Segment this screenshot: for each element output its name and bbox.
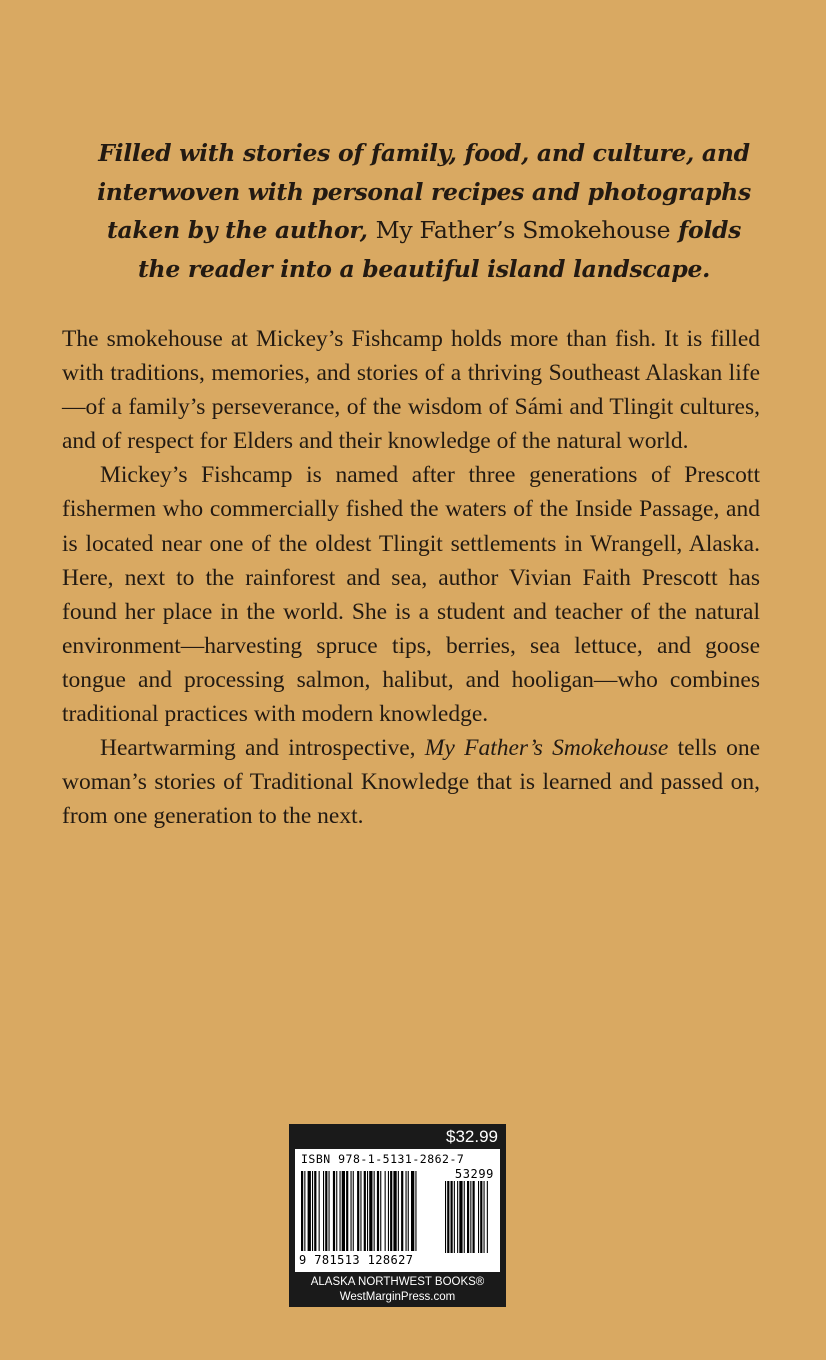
barcode-bar <box>323 1171 324 1251</box>
barcode-bar <box>390 1171 392 1251</box>
addon-barcode-bar <box>478 1181 479 1253</box>
barcode-bar <box>380 1171 381 1251</box>
barcode-bar <box>398 1171 399 1251</box>
addon-barcode-bar <box>480 1181 482 1253</box>
tagline-italic-2: folds the reader into a beautiful island landscape. <box>137 216 742 283</box>
barcode-bar <box>360 1171 361 1251</box>
barcode-bar <box>301 1171 303 1251</box>
publisher-name: ALASKA NORTHWEST BOOKS® <box>310 1276 485 1288</box>
barcode-bar <box>325 1171 327 1251</box>
barcode-bars <box>299 1171 496 1253</box>
barcode-bar <box>411 1171 414 1251</box>
barcode-bar <box>319 1171 320 1251</box>
barcode-bar <box>346 1171 348 1251</box>
paragraph-3-start: Heartwarming and introspective, <box>100 735 416 762</box>
barcode-bar <box>308 1171 311 1251</box>
tagline-book-title: My Father’s Smokehouse <box>375 216 671 244</box>
addon-barcode-bar <box>445 1181 446 1253</box>
barcode-area <box>295 1149 500 1272</box>
barcode-bar <box>388 1171 389 1251</box>
barcode-bar <box>351 1171 352 1251</box>
publisher-website: WestMarginPress.com <box>339 1291 456 1303</box>
barcode-bar <box>353 1171 354 1251</box>
barcode-bar <box>357 1171 359 1251</box>
barcode-bar <box>364 1171 366 1251</box>
addon-barcode-bar <box>454 1181 455 1253</box>
barcode-bar <box>408 1171 409 1251</box>
addon-barcode-bar <box>487 1181 488 1253</box>
isbn-text: ISBN 978-1-5131-2862-7 <box>301 1152 465 1166</box>
barcode-bar <box>304 1171 305 1251</box>
addon-barcode-bar <box>467 1181 469 1253</box>
barcode-bar <box>406 1171 407 1251</box>
price-addon-digits: 53299 <box>454 1167 494 1181</box>
barcode-bar <box>385 1171 386 1251</box>
addon-barcode-bar <box>459 1181 462 1253</box>
description-paragraph-3 <box>62 731 760 833</box>
barcode-bar <box>314 1171 316 1251</box>
tagline <box>84 134 764 288</box>
description <box>62 322 760 833</box>
addon-barcode-bar <box>473 1181 475 1253</box>
barcode-bar <box>393 1171 396 1251</box>
paragraph-3-book-title: My Father’s Smokehouse <box>424 735 669 762</box>
barcode-bar <box>369 1171 372 1251</box>
addon-barcode-bar <box>470 1181 471 1253</box>
barcode-bar <box>329 1171 330 1251</box>
ean-digits: 9 781513 128627 <box>299 1253 414 1267</box>
addon-barcode-bar <box>464 1181 465 1253</box>
barcode-bar <box>333 1171 335 1251</box>
price-label: $32.99 <box>446 1127 498 1146</box>
barcode-bar <box>340 1171 341 1251</box>
barcode-bar <box>342 1171 345 1251</box>
addon-barcode-bar <box>484 1181 485 1253</box>
addon-barcode-bar <box>451 1181 453 1253</box>
paragraph-3-end: tells one woman’s stories of Traditional Knowledge that is learned and passed on, from one generation to the next. <box>62 735 761 830</box>
barcode-panel <box>289 1124 506 1307</box>
barcode-bar <box>401 1171 403 1251</box>
barcode-bar <box>374 1171 375 1251</box>
tagline-italic-1: Filled with stories of family, food, and culture, and interwoven with personal recipes and photographs taken by the author, <box>97 139 751 244</box>
description-paragraph-2: Mickey’s Fishcamp is named after three generations of Prescott fishermen who commercially fished the waters of the Inside Passage, and is located near one of the oldest Tlingit settlements in Wrangell, Alaska. Here, next to the rainforest and sea, author Vivian Faith Prescott has found her place in the world. She is a student and teacher of the natural environment—harvesting spruce tips, berries, sea lettuce, and goose tongue and processing salmon, halibut, and hooligan—who combines traditional practices with modern knowledge. <box>62 462 760 728</box>
barcode-bar <box>367 1171 368 1251</box>
barcode-bar <box>312 1171 313 1251</box>
barcode-bar <box>415 1171 416 1251</box>
addon-barcode-bar <box>457 1181 458 1253</box>
addon-barcode-bar <box>447 1181 449 1253</box>
barcode-bar <box>336 1171 337 1251</box>
description-paragraph-1: The smokehouse at Mickey’s Fishcamp holds more than fish. It is filled with traditions, memories, and stories of a thriving Southeast Alaskan life—of a family’s perseverance, of the wisdom of Sámi and Tlingit cultures, and of respect for Elders and their knowledge of the natural world. <box>62 326 760 455</box>
barcode-bar <box>377 1171 379 1251</box>
